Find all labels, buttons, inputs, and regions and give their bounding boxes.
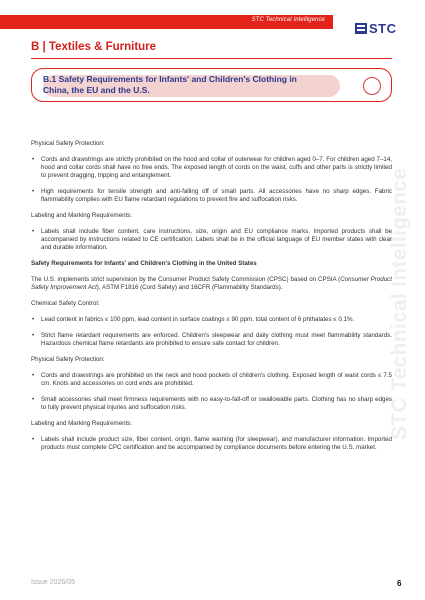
list-item: • Strict flame retardant requirements are enforced. Children's sleepwear and daily clothing must meet flammability standards. Hazardous chemical flame retardants are prohibited to ensure safe contact for children. [31, 332, 392, 348]
page-number: 6 [397, 579, 402, 588]
stc-logo-text: STC [369, 20, 397, 36]
list-item: • Lead content in fabrics ≤ 100 ppm, lead content in surface coatings ≤ 90 ppm, total content of 6 phthalates ≤ 0.1%. [31, 316, 392, 324]
footer-issue: Issue 2026/05 [31, 579, 75, 586]
list-item: • Labels shall include fiber content, care instructions, size, origin and EU compliance marks. Imported products shall be accompanied by instructions related to CE certification. Labels shall be in the official language of EU member states with clear and durable information. [31, 228, 392, 252]
list-item: • High requirements for tensile strength and anti-falling off of small parts. All accessories have no sharp edges. Fabric flammability complies with EU flame retardant regulations to prevent fire and suffocation risks. [31, 188, 392, 204]
us-intro [31, 276, 392, 292]
section-title: B | Textiles & Furniture [31, 41, 157, 53]
us-intro-part-2: ), ASTM F1816 (Cord Safety) and 16CFR (Flammability Standards). [96, 284, 283, 291]
header-tagline: STC Technical Intelligence [251, 17, 325, 23]
physical-safety-label-us: Physical Safety Protection: [31, 356, 105, 363]
chemical-safety-list [31, 316, 392, 348]
labeling-list-us [31, 436, 392, 452]
stc-logo-icon [355, 23, 367, 34]
list-item: • Cords and drawstrings are strictly prohibited on the hood and collar of outerwear for children aged 0–7. For children aged 7–14, hood and collar cords shall have no free ends. The exposed length of cords on the waist, cuffs and other parts is strictly limited to prevent dragging, tripping and entanglement. [31, 156, 392, 180]
us-heading: Safety Requirements for Infants' and Children's Clothing in the United States [31, 260, 257, 267]
us-intro-act-name: Consumer Product Safety Improvement Act [31, 276, 392, 291]
labeling-list-eu [31, 228, 392, 252]
physical-safety-label-eu: Physical Safety Protection: [31, 140, 105, 147]
watermark: STC Technical Intelligence [388, 167, 411, 440]
decorative-circle-icon [363, 77, 381, 95]
subsection-title: B.1 Safety Requirements for Infants' and Children's Clothing in China, the EU and the U.S. [43, 74, 297, 95]
section-divider [31, 58, 392, 59]
physical-safety-list-us [31, 372, 392, 412]
us-intro-part-1: The U.S. implements strict supervision by the Consumer Product Safety Commission (CPSC) based on CPSIA ( [31, 276, 341, 283]
list-item: • Labels shall include product size, fiber content, origin, flame warning (for sleepwear), and manufacturer information. Imported products must complete CPC certification and be accompanied by compliance documents before entering the U.S. market. [31, 436, 392, 452]
stc-logo [355, 21, 397, 35]
labeling-label-eu: Labeling and Marking Requirements: [31, 212, 133, 219]
physical-safety-list-eu [31, 156, 392, 204]
list-item: • Cords and drawstrings are prohibited on the neck and hood pockets of children's clothing. Exposed length of waist cords ≤ 7.5 cm. Knots and accessories on cord ends are prohibited. [31, 372, 392, 388]
header-bar [0, 15, 333, 29]
list-item: • Small accessories shall meet firmness requirements with no easy-to-fall-off or swallowable parts. Clothing has no sharp edges to fully prevent physical injuries and suffocation risks. [31, 396, 392, 412]
labeling-label-us: Labeling and Marking Requirements: [31, 420, 133, 427]
page-body [31, 140, 392, 460]
chemical-safety-label: Chemical Safety Control: [31, 300, 100, 307]
